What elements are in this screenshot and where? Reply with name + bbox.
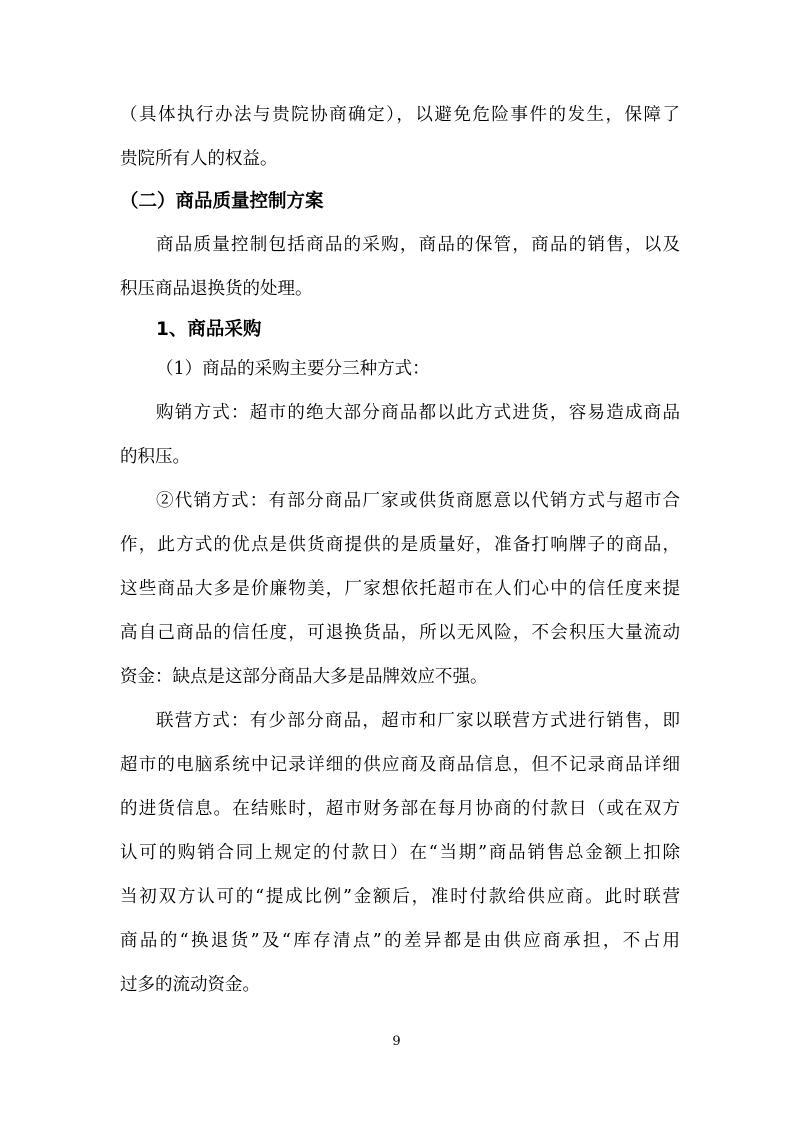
paragraph-line: 认可的购销合同上规定的付款日）在“当期”商品销售总金额上扣除 xyxy=(120,843,680,863)
paragraph-line: 过多的流动资金。 xyxy=(120,975,260,995)
paragraph-line: （1）商品的采购主要分三种方式： xyxy=(156,359,430,379)
section-heading: （二）商品质量控制方案 xyxy=(120,191,324,212)
paragraph-line: 贵院所有人的权益。 xyxy=(120,149,278,169)
paragraph-line: 高自己商品的信任度，可退换货品，所以无风险，不会积压大量流动 xyxy=(120,623,680,643)
paragraph-line: 的积压。 xyxy=(120,447,190,467)
page-number: 9 xyxy=(392,1034,401,1049)
paragraph-line: 的进货信息。在结账时，超市财务部在每月协商的付款日（或在双方 xyxy=(120,799,680,819)
paragraph-line: 当初双方认可的“提成比例”金额后，准时付款给供应商。此时联营 xyxy=(120,887,680,907)
subsection-heading: 1、商品采购 xyxy=(156,319,262,340)
paragraph-line: 资金：缺点是这部分商品大多是品牌效应不强。 xyxy=(120,667,488,687)
paragraph-line: 商品质量控制包括商品的采购，商品的保管，商品的销售，以及 xyxy=(156,235,680,255)
paragraph-line: 联营方式：有少部分商品，超市和厂家以联营方式进行销售，即 xyxy=(156,711,680,731)
paragraph-line: 作，此方式的优点是供货商提供的是质量好，准备打响牌子的商品， xyxy=(120,535,680,555)
paragraph-line: 积压商品退换货的处理。 xyxy=(120,279,313,299)
paragraph-line: 超市的电脑系统中记录详细的供应商及商品信息，但不记录商品详细 xyxy=(120,755,680,775)
paragraph-line: 购销方式：超市的绝大部分商品都以此方式进货，容易造成商品 xyxy=(156,403,680,423)
paragraph-line: 商品的“换退货”及“库存清点”的差异都是由供应商承担，不占用 xyxy=(120,931,680,951)
paragraph-line: ②代销方式：有部分商品厂家或供货商愿意以代销方式与超市合 xyxy=(156,491,680,511)
paragraph-line: （具体执行办法与贵院协商确定），以避免危险事件的发生，保障了 xyxy=(120,105,680,125)
paragraph-line: 这些商品大多是价廉物美，厂家想依托超市在人们心中的信任度来提 xyxy=(120,579,680,599)
